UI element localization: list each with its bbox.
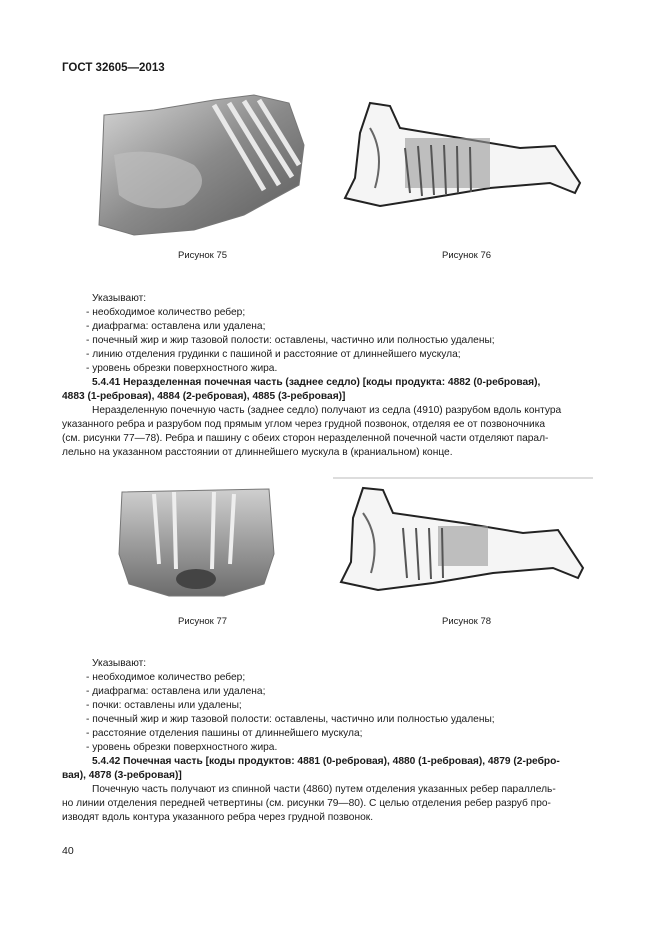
figure-77-caption: Рисунок 77: [178, 616, 228, 627]
figure-78-image: [333, 478, 593, 598]
figure-76-image: [340, 98, 590, 213]
block1-item: - уровень обрезки поверхностного жира.: [86, 363, 278, 374]
block2-item: - уровень обрезки поверхностного жира.: [86, 742, 278, 753]
figure-77-image: [114, 484, 279, 599]
block2-item: - почки: оставлены или удалены;: [86, 700, 242, 711]
block2-item: - необходимое количество ребер;: [86, 672, 246, 683]
block2-item: - диафрагма: оставлена или удалена;: [86, 686, 266, 697]
block2-item: - почечный жир и жир тазовой полости: оставлены, частично или полностью удалены;: [86, 714, 495, 725]
section-542-body: Почечную часть получают из спинной части (4860) путем отделения указанных ребер параллель-: [92, 784, 556, 795]
page-number: 40: [62, 845, 74, 857]
block2-intro: Указывают:: [92, 658, 147, 669]
document-header: ГОСТ 32605—2013: [62, 62, 165, 74]
figure-75-caption: Рисунок 75: [178, 250, 228, 261]
section-542-body: но линии отделения передней четвертины (см. рисунки 79—80). С целью отделения ребер разруб про-: [62, 798, 551, 809]
section-541-body: указанного ребра и разрубом под прямым углом через грудной позвонок, отделяя ее от позвоночника: [62, 419, 546, 430]
section-541-heading: 5.4.41 Неразделенная почечная часть (заднее седло) [коды продукта: 4882 (0-ребровая),: [92, 377, 541, 388]
section-542-heading-cont: вая), 4878 (3-ребровая)]: [62, 770, 182, 781]
figure-75-image: [94, 95, 314, 235]
section-541-body: лельно на указанном расстоянии от длиннейшего мускула в (краниальном) конце.: [62, 447, 453, 458]
block2-item: - расстояние отделения пашины от длиннейшего мускула;: [86, 728, 363, 739]
block1-item: - линию отделения грудинки с пашиной и расстояние от длиннейшего мускула;: [86, 349, 461, 360]
block1-intro: Указывают:: [92, 293, 147, 304]
section-541-body: Неразделенную почечную часть (заднее седло) получают из седла (4910) разрубом вдоль контура: [92, 405, 562, 416]
block1-item: - диафрагма: оставлена или удалена;: [86, 321, 266, 332]
section-541-body: (см. рисунки 77—78). Ребра и пашину с обеих сторон неразделенной почечной части отделяют парал-: [62, 433, 549, 444]
section-542-body: изводят вдоль контура указанного ребра через грудной позвонок.: [62, 812, 374, 823]
section-541-heading-cont: 4883 (1-ребровая), 4884 (2-ребровая), 4885 (3-ребровая)]: [62, 391, 346, 402]
figure-76-caption: Рисунок 76: [442, 250, 492, 261]
block1-item: - необходимое количество ребер;: [86, 307, 246, 318]
block1-item: - почечный жир и жир тазовой полости: оставлены, частично или полностью удалены;: [86, 335, 495, 346]
figure-78-caption: Рисунок 78: [442, 616, 492, 627]
section-542-heading: 5.4.42 Почечная часть [коды продуктов: 4881 (0-ребровая), 4880 (1-ребровая), 4879 (2-ребро-: [92, 756, 560, 767]
